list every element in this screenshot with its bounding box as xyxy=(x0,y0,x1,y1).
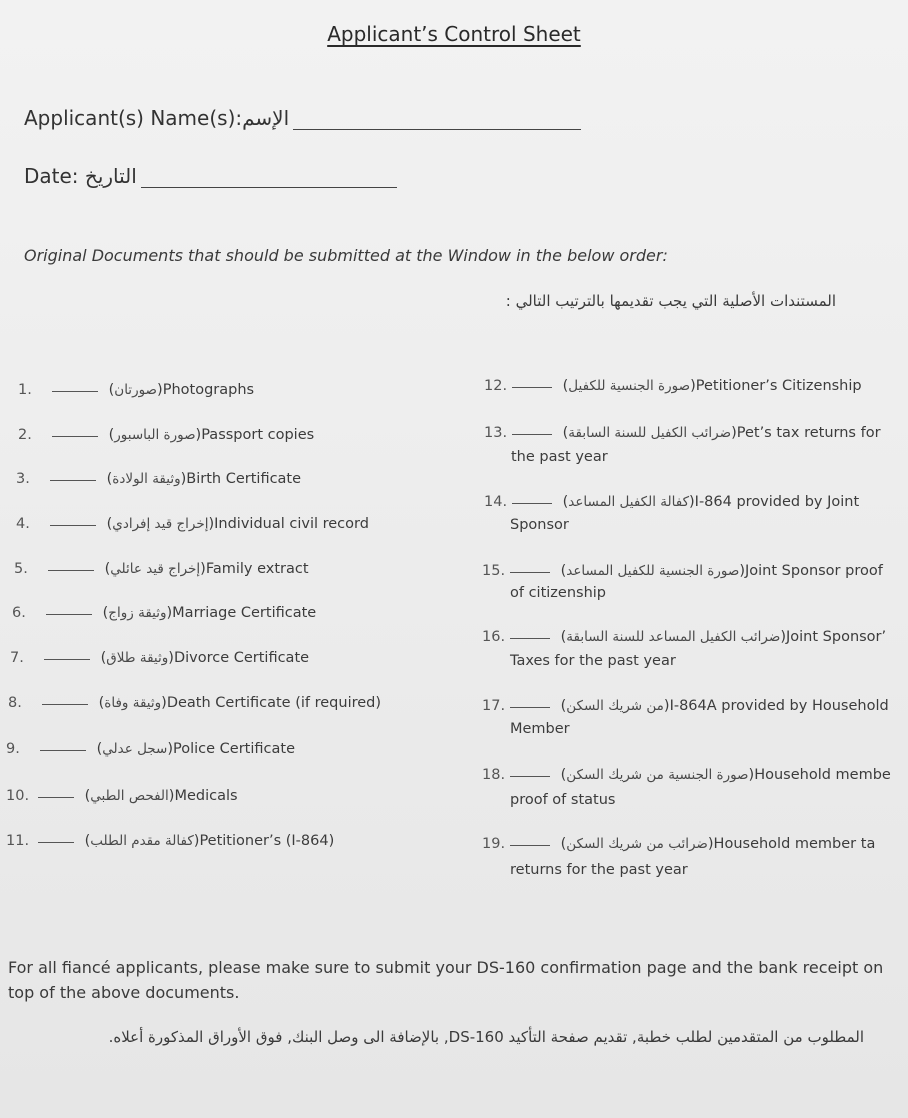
item-blank xyxy=(510,572,550,573)
item-label: Photographs xyxy=(162,382,255,398)
item-blank xyxy=(44,659,90,660)
item-label: Pet’s tax returns for xyxy=(736,425,881,441)
item-number: 6. xyxy=(12,605,26,621)
document-item: 2. (صورة الباسبور)Passport copies xyxy=(18,427,315,443)
date-line xyxy=(141,186,397,188)
date-field xyxy=(24,164,397,188)
item-blank xyxy=(52,391,98,392)
document-item: 10. (الفحص الطبي)Medicals xyxy=(6,788,238,804)
item-number: 8. xyxy=(8,695,22,711)
item-label-ar: كفالة الكفيل المساعد xyxy=(568,494,689,510)
fiance-note: For all fiancé applicants, please make sure to submit your DS-160 confirmation page and the bank receipt on top of the above documents. xyxy=(8,958,884,1002)
item-number: 17. xyxy=(482,698,506,714)
item-label: Death Certificate (if required) xyxy=(166,695,382,711)
document-item: 18. (صورة الجنسية من شريك السكن)Household membe xyxy=(482,767,891,783)
intro-text: Original Documents that should be submitted at the Window in the below order: xyxy=(24,246,668,265)
item-label: Household membe xyxy=(754,767,891,783)
item-number: 1. xyxy=(18,382,32,398)
item-number: 9. xyxy=(6,741,20,757)
document-item: 3. (وثيقة الولادة)Birth Certificate xyxy=(16,471,302,487)
item-continuation: Member xyxy=(510,721,570,737)
item-label-ar: سجل عدلي xyxy=(102,741,168,757)
item-label: Household member ta xyxy=(713,836,876,852)
item-number: 10. xyxy=(6,788,30,804)
item-number: 7. xyxy=(10,650,24,666)
item-label: I-864A provided by Household xyxy=(669,698,889,714)
fiance-note-ar: المطلوب من المتقدمين لطلب خطبة, تقديم صفحة التأكيد DS-160, بالإضافة الى وصل البنك, فوق الأوراق المذكورة أعلاه. xyxy=(108,1028,864,1046)
document-item: 1. (صورتان)Photographs xyxy=(18,382,255,398)
item-blank xyxy=(512,434,552,435)
item-blank xyxy=(512,387,552,388)
item-label-ar: صورة الجنسية من شريك السكن xyxy=(566,767,749,783)
item-label: Petitioner’s (I-864) xyxy=(199,833,335,849)
item-blank xyxy=(46,614,92,615)
item-label: Police Certificate xyxy=(173,741,295,757)
date-label: Date: xyxy=(24,164,79,188)
item-number: 12. xyxy=(484,378,508,394)
applicant-name-label: Applicant(s) Name(s): xyxy=(24,106,243,130)
item-blank xyxy=(510,638,550,639)
item-number: 3. xyxy=(16,471,30,487)
item-blank xyxy=(510,845,550,846)
item-label-ar: صورة الجنسية للكفيل المساعد xyxy=(566,563,740,579)
item-number: 11. xyxy=(6,833,30,849)
item-label: Birth Certificate xyxy=(186,471,302,487)
item-number: 4. xyxy=(16,516,30,532)
item-label: Petitioner’s Citizenship xyxy=(695,378,862,394)
item-number: 15. xyxy=(482,563,506,579)
item-blank xyxy=(48,570,94,571)
item-number: 19. xyxy=(482,836,506,852)
document-item: 8. (وثيقة وفاة)Death Certificate (if required) xyxy=(8,695,382,711)
intro-text-ar: المستندات الأصلية التي يجب تقديمها بالترتيب التالي : xyxy=(505,292,836,310)
document-item: 14. (كفالة الكفيل المساعد)I-864 provided by Joint xyxy=(484,494,860,510)
item-blank xyxy=(50,525,96,526)
item-continuation: Taxes for the past year xyxy=(510,653,676,669)
item-continuation: the past year xyxy=(511,449,608,465)
item-label-ar: ضرائب من شريك السكن xyxy=(566,836,708,852)
applicant-name-label-ar: الإسم xyxy=(242,106,290,130)
applicant-name-field xyxy=(24,106,581,130)
item-label-ar: كفالة مقدم الطلب xyxy=(90,833,194,849)
item-label-ar: وثيقة طلاق xyxy=(106,650,169,666)
item-blank xyxy=(52,436,98,437)
document-item: 15. (صورة الجنسية للكفيل المساعد)Joint Sponsor proof xyxy=(482,563,883,579)
item-continuation: of citizenship xyxy=(510,585,606,601)
item-label: Joint Sponsor proof xyxy=(745,563,883,579)
item-blank xyxy=(38,842,74,843)
item-label-ar: الفحص الطبي xyxy=(90,788,169,804)
document-item: 7. (وثيقة طلاق)Divorce Certificate xyxy=(10,650,310,666)
item-continuation: Sponsor xyxy=(510,517,569,533)
item-number: 5. xyxy=(14,561,28,577)
item-label-ar: من شريك السكن xyxy=(566,698,664,714)
item-continuation: returns for the past year xyxy=(510,862,688,878)
item-label: Marriage Certificate xyxy=(172,605,317,621)
date-label-ar: التاريخ xyxy=(84,164,137,188)
item-label-ar: ضرائب الكفيل المساعد للسنة السابقة xyxy=(566,629,781,645)
item-blank xyxy=(50,480,96,481)
item-label-ar: إخراج قيد إفرادي xyxy=(112,516,209,532)
item-label: Joint Sponsor’ xyxy=(786,629,887,645)
item-label: Medicals xyxy=(174,788,238,804)
item-blank xyxy=(510,776,550,777)
item-label-ar: وثيقة زواج xyxy=(108,605,167,621)
document-item: 19. (ضرائب من شريك السكن)Household member ta xyxy=(482,836,876,852)
document-item: 4. (إخراج قيد إفرادي)Individual civil record xyxy=(16,516,369,532)
item-number: 16. xyxy=(482,629,506,645)
item-blank xyxy=(512,503,552,504)
document-item: 6. (وثيقة زواج)Marriage Certificate xyxy=(12,605,317,621)
item-number: 18. xyxy=(482,767,506,783)
document-item: 5. (إخراج قيد عائلي)Family extract xyxy=(14,561,309,577)
item-number: 14. xyxy=(484,494,508,510)
item-blank xyxy=(42,704,88,705)
document-item: 11. (كفالة مقدم الطلب)Petitioner’s (I-864) xyxy=(6,833,335,849)
item-label: Passport copies xyxy=(201,427,315,443)
item-label: Divorce Certificate xyxy=(173,650,310,666)
document-item: 16. (ضرائب الكفيل المساعد للسنة السابقة)Joint Sponsor’ xyxy=(482,629,887,645)
item-label-ar: صورتان xyxy=(114,382,158,398)
item-blank xyxy=(510,707,550,708)
item-label: I-864 provided by Joint xyxy=(694,494,860,510)
item-label: Family extract xyxy=(205,561,309,577)
item-continuation: proof of status xyxy=(510,792,616,808)
item-label-ar: صورة الجنسية للكفيل xyxy=(568,378,691,394)
document-item: 13. (ضرائب الكفيل للسنة السابقة)Pet’s tax returns for xyxy=(484,425,881,441)
applicant-name-line xyxy=(293,128,581,130)
item-label: Individual civil record xyxy=(214,516,369,532)
item-label-ar: وثيقة الولادة xyxy=(112,471,181,487)
item-blank xyxy=(40,750,86,751)
item-number: 2. xyxy=(18,427,32,443)
item-number: 13. xyxy=(484,425,508,441)
document-item: 17. (من شريك السكن)I-864A provided by Household xyxy=(482,698,889,714)
document-item: 9. (سجل عدلي)Police Certificate xyxy=(6,741,295,757)
title-text: Applicant’s Control Sheet xyxy=(327,22,581,46)
item-label-ar: وثيقة وفاة xyxy=(104,695,162,711)
item-blank xyxy=(38,797,74,798)
item-label-ar: صورة الباسبور xyxy=(114,427,196,443)
page-title xyxy=(0,22,908,46)
document-item: 12. (صورة الجنسية للكفيل)Petitioner’s Citizenship xyxy=(484,378,862,394)
item-label-ar: إخراج قيد عائلي xyxy=(110,561,201,577)
item-label-ar: ضرائب الكفيل للسنة السابقة xyxy=(568,425,732,441)
